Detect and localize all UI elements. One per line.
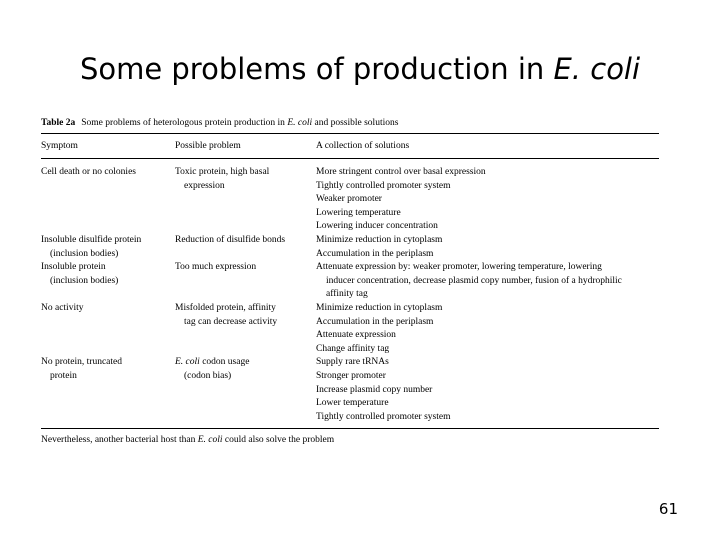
symptom-line: protein [50,370,77,381]
table-footnote [41,434,659,448]
problem-italic: E. coli [175,357,200,368]
symptom-line: (inclusion bodies) [50,248,119,259]
problem-line: Too much expression [175,262,257,273]
solutions-table [41,115,659,448]
problem-line: Toxic protein, high basal [175,167,270,177]
slide-title-text: Some problems of production in [79,52,554,86]
table-row [41,356,659,424]
symptom-line: No activity [41,302,84,313]
problem-line: tag can decrease activity [184,316,278,327]
solution-line: Accumulation in the periplasm [316,316,434,327]
solution-line: affinity tag [326,289,368,300]
problem-text: codon usage [199,357,250,368]
solution-line: Stronger promoter [316,370,386,381]
solution-line: Lowering inducer concentration [316,221,438,232]
symptom-line: (inclusion bodies) [50,275,119,286]
solution-line: More stringent control over basal expression [316,167,486,177]
table-caption-text: Some problems of heterologous protein production in [81,118,288,128]
problem-line: expression [184,180,225,191]
table-row [41,261,659,302]
symptom-line: No protein, truncated [41,357,122,368]
footnote-suffix: could also solve the problem [222,435,335,446]
table-bottom-rule [41,428,659,429]
table-body [41,159,659,428]
solution-line: Weaker promoter [316,194,382,205]
solution-line: inducer concentration, decrease plasmid copy number, fusion of a hydrophilic [326,275,622,286]
solution-line: Tightly controlled promoter system [316,180,451,191]
header-solutions: A collection of solutions [316,141,410,151]
solution-line: Attenuate expression by: weaker promoter, lowering temperature, lowering [316,262,602,273]
table-row [41,166,659,234]
problem-line: (codon bias) [184,370,232,381]
table-caption [41,115,659,131]
table-row [41,302,659,356]
table-caption-suffix: and possible solutions [312,118,399,128]
slide-title [0,52,720,86]
problem-line: Misfolded protein, affinity [175,302,276,313]
solution-line: Minimize reduction in cytoplasm [316,234,443,245]
table-header-row [41,134,659,158]
page-number: 61 [658,500,678,518]
symptom-line: Insoluble disulfide protein [41,234,142,245]
table-caption-label: Table 2a [41,118,76,128]
slide-title-italic: E. coli [553,52,641,86]
solution-line: Attenuate expression [316,330,396,341]
problem-line: Reduction of disulfide bonds [175,234,286,245]
table-caption-italic: E. coli [287,118,313,128]
solution-line: Increase plasmid copy number [316,384,433,395]
table-row [41,234,659,261]
symptom-line: Insoluble protein [41,262,106,273]
problem-line [175,356,316,370]
solution-line: Change affinity tag [316,343,390,354]
footnote-text: Nevertheless, another bacterial host than [41,435,198,446]
symptom-line: Cell death or no colonies [41,167,136,177]
solution-line: Accumulation in the periplasm [316,248,434,259]
solution-line: Minimize reduction in cytoplasm [316,302,443,313]
solution-line: Tightly controlled promoter system [316,411,451,422]
solution-line: Lowering temperature [316,207,401,218]
header-symptom: Symptom [41,141,78,151]
solution-line: Lower temperature [316,398,389,409]
footnote-italic: E. coli [197,435,223,446]
solution-line: Supply rare tRNAs [316,357,389,368]
header-problem: Possible problem [175,141,241,151]
